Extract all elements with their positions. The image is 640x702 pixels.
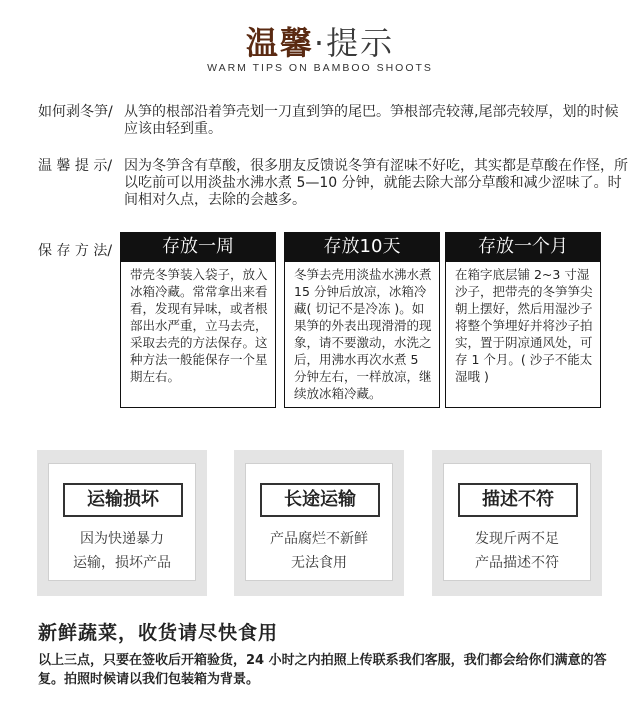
header bbox=[0, 8, 640, 80]
title-part2: 提示 bbox=[326, 24, 395, 62]
storage-card-text: 带壳冬笋装入袋子，放入冰箱冷藏。常常拿出来看看，发现有异味，或者根部出水严重，立马去壳，采取去壳的方法保存。这种方法一般能保存一个星期左右。 bbox=[120, 262, 276, 408]
tip-text: 因为冬笋含有草酸，很多朋友反馈说冬笋有涩味不好吃，其实都是草酸在作怪，所以吃前可以用淡盐水沸水煮 5—10 分钟，就能去除大部分草酸和减少涩味了。时间相对久点，去除的会越多。 bbox=[124, 158, 628, 208]
badge-line: 发现斤两不足 bbox=[475, 531, 559, 547]
storage-card-month bbox=[445, 232, 601, 408]
badge-line: 无法食用 bbox=[291, 555, 347, 571]
footer-note: 以上三点，只要在签收后开箱验货，24 小时之内拍照上传联系我们客服，我们都会给你们满意的答复。拍照时候请以我们包装箱为背景。 bbox=[38, 653, 607, 687]
badge-line: 运输，损坏产品 bbox=[73, 555, 171, 571]
badge-title: 运输损坏 bbox=[63, 483, 183, 517]
title-part1: 温馨 bbox=[245, 24, 314, 62]
storage-card-title: 存放一个月 bbox=[445, 232, 601, 262]
storage-card-text: 冬笋去壳用淡盐水沸水煮 15 分钟后放凉，冰箱冷藏( 切记不是冷冻 )。如果笋的外表出现滑滑的现象，请不要激动，水洗之后，用沸水再次水煮 5 分钟左右，一样放凉，继续放冰箱冷藏。 bbox=[284, 262, 440, 408]
badge-line: 产品描述不符 bbox=[475, 555, 559, 571]
badge-title: 长途运输 bbox=[260, 483, 380, 517]
badge-inner bbox=[48, 463, 196, 581]
page-title bbox=[0, 18, 640, 64]
title-dot: · bbox=[313, 24, 327, 62]
badge-long-transport bbox=[234, 450, 404, 596]
footer-heading: 新鲜蔬菜，收货请尽快食用 bbox=[38, 622, 279, 644]
badge-line: 产品腐烂不新鲜 bbox=[270, 531, 368, 547]
page-subtitle: WARM TIPS ON BAMBOO SHOOTS bbox=[207, 62, 433, 74]
badge-shipping-damage bbox=[37, 450, 207, 596]
badge-inner bbox=[245, 463, 393, 581]
badge-mismatch bbox=[432, 450, 602, 596]
storage-card-text: 在箱字底层铺 2~3 寸湿沙子，把带壳的冬笋笋尖朝上摆好，然后用湿沙子将整个笋埋好并将沙子拍实，置于阴凉通风处，可存 1 个月。( 沙子不能太湿哦 ) bbox=[445, 262, 601, 408]
badge-line: 因为快递暴力 bbox=[80, 531, 164, 547]
peel-label: 如何剥冬笋/ bbox=[38, 104, 113, 120]
storage-card-title: 存放10天 bbox=[284, 232, 440, 262]
badge-title: 描述不符 bbox=[458, 483, 578, 517]
storage-card-ten-days bbox=[284, 232, 440, 408]
badge-inner bbox=[443, 463, 591, 581]
peel-text: 从笋的根部沿着笋壳划一刀直到笋的尾巴。笋根部壳较薄,尾部壳较厚，划的时候应该由轻到重。 bbox=[124, 104, 619, 137]
tip-label: 温 馨 提 示/ bbox=[38, 158, 113, 174]
storage-label: 保 存 方 法/ bbox=[38, 243, 113, 259]
storage-card-title: 存放一周 bbox=[120, 232, 276, 262]
storage-card-week bbox=[120, 232, 276, 408]
